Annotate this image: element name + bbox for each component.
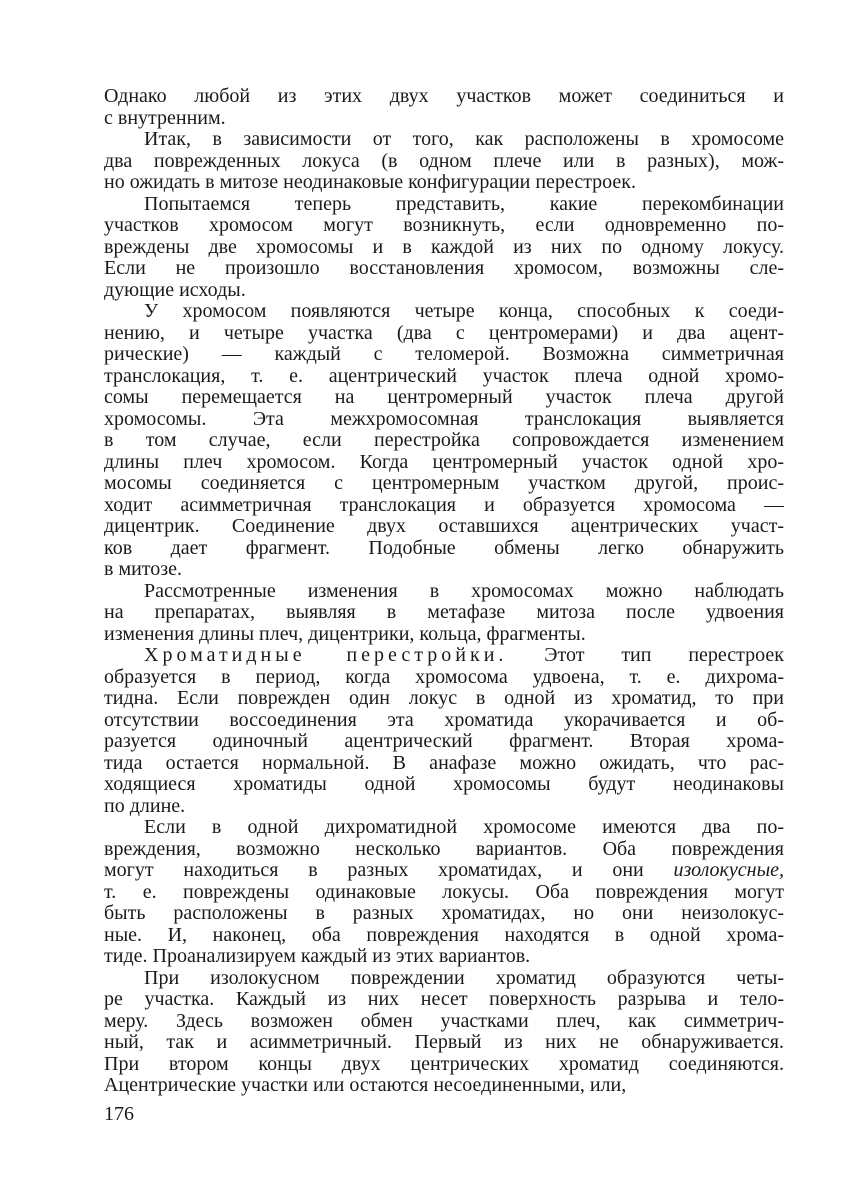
text-line	[104, 108, 784, 130]
text-line	[104, 624, 784, 646]
text-line	[104, 946, 784, 968]
text-segment: в том случае, если перестройка сопровождается изменением	[104, 430, 784, 451]
text-segment: отсутствии воссоединения эта хроматида укорачивается и об-	[104, 709, 784, 731]
italic-term: изолокусные,	[673, 860, 784, 881]
text-segment: дицентрик. Соединение двух оставшихся ацентрических участ-	[104, 516, 784, 537]
text-segment: вреждены две хромосомы и в каждой из них по одному локусу.	[104, 236, 784, 258]
text-segment: Ацентрические участки или остаются несоединенными, или,	[104, 1075, 627, 1096]
text-segment: нению, и четыре участка (два с центромерами) и два ацент-	[104, 322, 784, 344]
text-line	[104, 538, 784, 560]
text-line	[104, 602, 784, 624]
text-segment: тиде. Проанализируем каждый из этих вариантов.	[104, 946, 531, 967]
paragraph	[104, 581, 784, 646]
text-line	[104, 495, 784, 517]
page-number: 176	[104, 1103, 134, 1125]
text-line	[104, 194, 784, 216]
text-segment: разуется одиночный ацентрический фрагмент. Вторая хрома-	[104, 731, 784, 752]
paragraph	[104, 86, 784, 129]
paragraph	[104, 129, 784, 194]
text-line	[104, 667, 784, 689]
text-line	[104, 774, 784, 796]
text-line	[104, 1075, 784, 1097]
text-segment: в митозе.	[104, 559, 183, 580]
text-line	[104, 473, 784, 495]
text-line	[104, 215, 784, 237]
text-line	[104, 839, 784, 861]
text-segment: тида остается нормальной. В анафазе можно ожидать, что рас-	[104, 752, 784, 774]
text-line	[104, 753, 784, 775]
paragraph	[104, 194, 784, 302]
text-line	[104, 1054, 784, 1076]
text-line	[104, 645, 784, 667]
text-line	[104, 1032, 784, 1054]
text-segment: длины плеч хромосом. Когда центромерный участок одной хро-	[104, 451, 784, 473]
text-line	[104, 409, 784, 431]
text-segment: по длине.	[104, 795, 186, 817]
text-segment: мосомы соединяется с центромерным участком другой, проис-	[104, 473, 784, 494]
text-segment: участков хромосом могут возникнуть, если одновременно по-	[104, 215, 784, 236]
text-line	[104, 387, 784, 409]
text-segment: два поврежденных локуса (в одном плече или в разных), мож-	[104, 150, 784, 172]
text-segment: Однако любой из этих двух участков может соединиться и	[104, 86, 784, 107]
text-segment: дующие исходы.	[104, 279, 246, 301]
text-line	[104, 1011, 784, 1033]
text-line	[104, 280, 784, 302]
text-line	[104, 129, 784, 151]
text-line	[104, 172, 784, 194]
text-line	[104, 258, 784, 280]
text-segment: могут находиться в разных хроматидах, и они	[104, 860, 674, 881]
text-segment: Рассмотренные изменения в хромосомах можно наблюдать	[144, 580, 784, 602]
text-line	[104, 817, 784, 839]
paragraph	[104, 817, 784, 968]
text-line	[104, 301, 784, 323]
paragraph	[104, 645, 784, 817]
text-segment: сомы перемещается на центромерный участок плеча другой	[104, 387, 784, 408]
text-segment: Итак, в зависимости от того, как расположены в хромосоме	[144, 129, 784, 150]
text-line	[104, 581, 784, 603]
text-line	[104, 860, 784, 882]
text-segment: т. е. повреждены одинаковые локусы. Оба повреждения могут	[104, 881, 784, 903]
text-line	[104, 323, 784, 345]
paragraph	[104, 968, 784, 1097]
text-segment: У хромосом появляются четыре конца, способных к соеди-	[144, 301, 784, 322]
text-segment: тидна. Если поврежден один локус в одной из хроматид, то при	[104, 688, 784, 709]
text-segment: Если в одной дихроматидной хромосоме имеются два по-	[144, 817, 784, 838]
text-segment: ков дает фрагмент. Подобные обмены легко обнаружить	[104, 537, 784, 559]
text-segment: рические) — каждый с теломерой. Возможна симметричная	[104, 344, 784, 365]
text-segment: образуется в период, когда хромосома удвоена, т. е. дихрома-	[104, 666, 784, 688]
text-segment: ные. И, наконец, оба повреждения находятся в одной хрома-	[104, 924, 784, 946]
text-segment: хромосомы. Эта межхромосомная транслокация выявляется	[104, 408, 784, 430]
text-segment: Если не произошло восстановления хромосом, возможны сле-	[104, 258, 784, 279]
text-line	[104, 366, 784, 388]
text-line	[104, 237, 784, 259]
text-segment: быть расположены в разных хроматидах, но они неизолокус-	[104, 903, 784, 924]
paragraph	[104, 301, 784, 581]
text-segment: ре участка. Каждый из них несет поверхность разрыва и тело-	[104, 989, 784, 1010]
text-line	[104, 796, 784, 818]
text-segment: но ожидать в митозе неодинаковые конфигурации перестроек.	[104, 172, 637, 193]
text-line	[104, 731, 784, 753]
text-segment: на препаратах, выявляя в метафазе митоза после удвоения	[104, 602, 784, 623]
text-line	[104, 688, 784, 710]
text-segment: транслокация, т. е. ацентрический участок плеча одной хромо-	[104, 365, 784, 387]
text-segment: ходящиеся хроматиды одной хромосомы будут неодинаковы	[104, 774, 784, 795]
text-line	[104, 903, 784, 925]
text-segment: При изолокусном повреждении хроматид образуются четы-	[144, 967, 784, 989]
text-line	[104, 925, 784, 947]
text-segment: При втором концы двух центрических хроматид соединяются.	[104, 1053, 784, 1075]
text-segment: с внутренним.	[104, 107, 226, 129]
text-line	[104, 430, 784, 452]
text-segment: меру. Здесь возможен обмен участками плеч, как симметрич-	[104, 1010, 784, 1032]
text-line	[104, 86, 784, 108]
text-segment: Попытаемся теперь представить, какие перекомбинации	[144, 193, 784, 215]
text-line	[104, 452, 784, 474]
text-line	[104, 989, 784, 1011]
text-segment: ный, так и асимметричный. Первый из них не обнаруживается.	[104, 1032, 784, 1053]
text-segment: вреждения, возможно несколько вариантов. Оба повреждения	[104, 838, 784, 860]
text-line	[104, 559, 784, 581]
text-line	[104, 882, 784, 904]
text-segment: Этот тип перестроек	[507, 645, 784, 666]
text-segment: ходит асимметричная транслокация и образуется хромосома —	[104, 494, 784, 516]
text-line	[104, 344, 784, 366]
spaced-heading: Хроматидные перестройки.	[144, 645, 508, 666]
text-line	[104, 710, 784, 732]
text-segment: изменения длины плеч, дицентрики, кольца, фрагменты.	[104, 623, 586, 645]
text-line	[104, 968, 784, 990]
text-line	[104, 516, 784, 538]
text-line	[104, 151, 784, 173]
page-body	[104, 86, 784, 1097]
